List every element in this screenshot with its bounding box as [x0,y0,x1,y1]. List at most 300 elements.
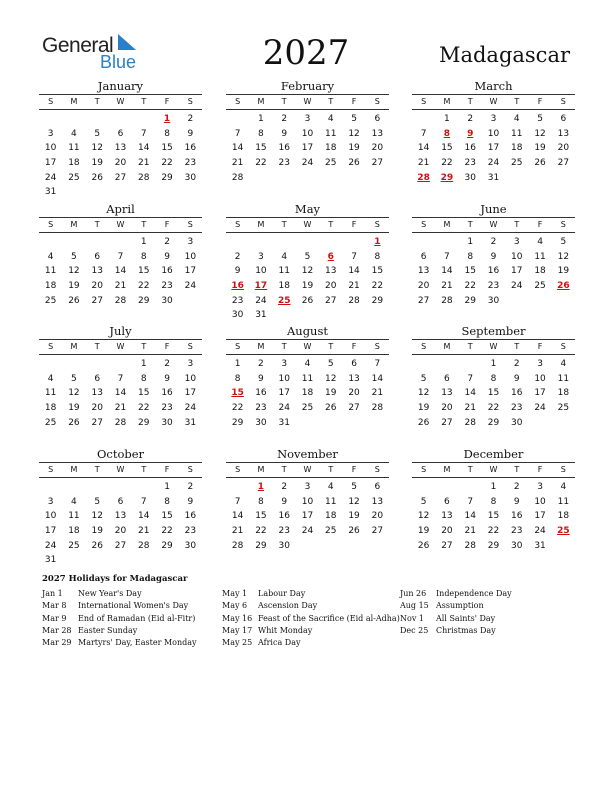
holiday-row [400,600,580,612]
day-cell: 8 [164,496,170,507]
day-cell: 21 [464,526,476,537]
holiday-day: 15 [231,388,244,399]
weekday-header [412,462,575,478]
day-cell: 26 [348,158,360,169]
day-cell: 10 [184,373,197,384]
day-cell: 24 [278,403,290,414]
weekday-label: S [421,342,427,351]
day-grid [39,112,202,200]
day-cell: 3 [537,359,543,369]
weekday-label: T [281,342,287,351]
day-cell: 3 [513,237,520,247]
day-cell: 6 [94,251,101,262]
day-cell: 26 [91,172,103,183]
day-cell: 30 [278,540,290,551]
day-cell: 29 [371,295,384,306]
holiday-day: 1 [257,482,265,492]
day-cell: 12 [417,388,430,399]
day-cell: 19 [325,388,337,399]
weekday-label: F [164,220,170,229]
day-cell: 9 [513,373,520,384]
month-name: November [277,447,338,461]
weekday-label: T [281,220,287,229]
empty-cell [273,235,296,250]
weekday-label: S [235,342,241,351]
weekday-label: T [94,342,100,351]
weekday-label: T [328,342,334,351]
day-cell: 2 [258,359,264,369]
day-cell: 22 [464,281,476,292]
day-cell: 31 [44,187,57,198]
holiday-day: 8 [443,128,451,139]
day-cell: 29 [487,417,500,428]
day-cell: 24 [44,172,57,183]
day-grid [412,357,575,430]
day-cell: 27 [348,403,360,414]
holiday-date: Mar 29 [42,638,72,648]
weekday-label: W [489,97,498,106]
day-cell: 29 [464,295,476,306]
weekday-label: W [116,220,125,229]
calendar-country: Madagascar [438,43,570,67]
day-cell: 8 [490,373,497,384]
holiday-name: Whit Monday [258,625,313,635]
day-cell: 2 [513,359,520,369]
day-cell: 12 [348,496,360,507]
weekday-header [226,339,389,355]
day-cell: 24 [534,403,546,414]
day-cell: 15 [255,511,267,522]
weekday-label: S [187,97,193,106]
weekday-header [39,217,202,233]
weekday-label: S [421,97,427,106]
holiday-name: Africa Day [258,638,301,648]
day-cell: 12 [534,128,546,139]
day-cell: 21 [231,158,244,169]
day-cell: 20 [371,511,384,522]
weekday-label: T [514,220,520,229]
day-cell: 13 [114,143,127,154]
day-cell: 12 [91,143,103,154]
day-cell: 17 [278,388,290,399]
day-cell: 12 [68,266,80,277]
day-cell: 1 [490,359,497,369]
day-cell: 2 [490,237,497,247]
day-cell: 4 [47,251,54,262]
empty-cell [459,480,482,495]
day-cell: 9 [258,373,264,384]
weekday-label: M [70,465,78,474]
day-cell: 12 [301,266,314,277]
day-cell: 3 [490,114,497,124]
day-cell: 21 [348,281,360,292]
empty-cell [249,235,272,250]
weekday-label: T [514,465,520,474]
day-cell: 19 [91,526,103,537]
day-cell: 26 [325,403,337,414]
weekday-label: S [560,342,566,351]
day-cell: 28 [464,417,476,428]
holiday-row [42,588,222,600]
weekday-label: F [537,220,543,229]
day-cell: 10 [301,496,314,507]
day-cell: 18 [278,281,290,292]
empty-cell [435,235,458,250]
day-cell: 5 [94,496,101,507]
holiday-day: 25 [277,295,291,306]
day-cell: 23 [511,526,523,537]
day-cell: 10 [511,251,523,262]
empty-cell [342,235,365,250]
weekday-label: F [537,342,543,351]
day-cell: 18 [44,403,57,414]
day-cell: 15 [161,143,173,154]
day-cell: 30 [184,540,197,551]
empty-cell [226,112,249,127]
holiday-row [42,637,222,649]
day-cell: 26 [301,295,314,306]
day-cell: 22 [441,158,453,169]
weekday-label: T [328,465,334,474]
weekday-label: S [374,97,380,106]
holiday-list [42,574,582,648]
day-cell: 2 [467,114,474,124]
holiday-column [42,588,222,649]
day-cell: 22 [138,403,150,414]
day-cell: 11 [325,128,337,139]
day-cell: 4 [281,251,288,262]
empty-cell [86,235,109,250]
day-cell: 2 [187,114,194,124]
month-february [226,79,389,185]
weekday-label: S [560,465,566,474]
day-cell: 12 [91,511,103,522]
day-cell: 18 [557,388,570,399]
day-cell: 18 [534,266,546,277]
holiday-row [222,637,402,649]
day-cell: 16 [278,511,290,522]
weekday-label: T [328,220,334,229]
holiday-date: Jun 26 [400,589,427,598]
weekday-label: T [94,220,100,229]
day-cell: 19 [348,511,360,522]
holiday-name: Martyrs' Day, Easter Monday [78,638,197,648]
holiday-date: Dec 25 [400,625,429,635]
day-cell: 10 [301,128,314,139]
day-cell: 30 [511,540,523,551]
weekday-label: T [514,97,520,106]
holiday-date: May 17 [222,625,253,635]
day-cell: 6 [351,359,357,369]
day-cell: 17 [534,388,546,399]
holiday-day: 29 [440,172,454,183]
day-cell: 25 [557,403,570,414]
empty-cell [39,112,62,127]
weekday-label: T [141,465,147,474]
holiday-name: Feast of the Sacrifice (Eid al-Adha) [258,613,400,623]
weekday-label: T [94,465,100,474]
day-cell: 21 [464,403,476,414]
day-cell: 7 [234,128,241,139]
day-cell: 16 [511,388,523,399]
day-cell: 31 [44,555,57,566]
day-cell: 8 [164,128,170,139]
month-name: May [294,202,321,216]
day-cell: 18 [557,511,570,522]
day-cell: 24 [534,526,546,537]
day-cell: 17 [184,266,197,277]
day-cell: 16 [255,388,267,399]
day-cell: 21 [138,526,150,537]
day-cell: 16 [184,143,197,154]
day-cell: 11 [325,496,337,507]
day-cell: 13 [441,388,453,399]
day-cell: 20 [371,143,384,154]
day-cell: 28 [114,417,127,428]
holiday-date: May 25 [222,638,253,648]
day-cell: 14 [371,373,384,384]
weekday-label: M [257,97,265,106]
empty-cell [86,357,109,372]
day-cell: 7 [420,128,427,139]
holiday-date: May 6 [222,601,248,611]
day-cell: 27 [371,526,384,537]
day-cell: 4 [327,114,334,124]
day-cell: 25 [68,540,80,551]
day-cell: 26 [417,540,430,551]
weekday-label: F [537,465,543,474]
month-name: February [280,79,335,93]
day-cell: 14 [464,388,476,399]
holiday-row [42,625,222,637]
month-name: September [461,324,526,338]
day-cell: 17 [487,143,500,154]
weekday-label: T [467,342,473,351]
month-name: June [480,202,507,216]
weekday-label: W [303,97,312,106]
day-cell: 14 [231,143,244,154]
holiday-date: Mar 28 [42,625,72,635]
weekday-label: S [48,97,54,106]
day-cell: 16 [464,143,476,154]
holiday-row [222,613,402,625]
day-cell: 28 [138,540,150,551]
holiday-name: Labour Day [258,589,306,598]
day-cell: 13 [91,388,103,399]
day-cell: 19 [534,143,546,154]
weekday-label: W [489,342,498,351]
day-cell: 28 [138,172,150,183]
day-cell: 3 [187,237,194,247]
holiday-row [400,625,580,637]
day-cell: 12 [68,388,80,399]
day-cell: 1 [140,359,147,369]
day-cell: 8 [140,373,147,384]
holiday-row [42,613,222,625]
day-cell: 30 [231,310,244,321]
holiday-date: Mar 9 [42,613,67,623]
holiday-column [400,588,580,637]
month-march [412,79,575,185]
day-cell: 5 [560,237,567,247]
day-cell: 12 [557,251,570,262]
holiday-name: Ascension Day [258,601,318,611]
day-cell: 28 [231,172,244,183]
day-cell: 5 [327,359,334,369]
day-cell: 16 [487,266,500,277]
day-cell: 13 [557,128,570,139]
empty-cell [319,235,342,250]
day-cell: 10 [44,511,57,522]
day-cell: 11 [534,251,546,262]
day-cell: 10 [534,496,546,507]
day-cell: 10 [44,143,57,154]
day-cell: 25 [325,158,337,169]
weekday-label: S [187,465,193,474]
weekday-header [226,217,389,233]
day-cell: 15 [138,388,150,399]
weekday-label: T [467,97,473,106]
holiday-day: 9 [467,128,474,139]
day-cell: 5 [420,373,427,384]
day-cell: 5 [94,128,101,139]
weekday-label: M [70,342,78,351]
holiday-name: All Saints' Day [436,613,496,623]
month-june [412,202,575,308]
day-cell: 3 [304,114,311,124]
day-cell: 15 [138,266,150,277]
holiday-name: End of Ramadan (Eid al-Fitr) [78,613,196,623]
day-cell: 6 [117,128,124,139]
day-cell: 6 [94,373,101,384]
day-cell: 27 [557,158,570,169]
day-cell: 27 [441,417,453,428]
holiday-date: May 16 [222,613,253,623]
day-cell: 22 [138,281,150,292]
weekday-label: F [537,97,543,106]
day-cell: 8 [234,373,241,384]
day-cell: 19 [68,403,80,414]
month-november [226,447,389,553]
day-cell: 11 [278,266,290,277]
day-cell: 12 [348,128,360,139]
day-cell: 17 [534,511,546,522]
day-grid [412,235,575,308]
day-cell: 29 [161,540,173,551]
day-grid [412,480,575,553]
empty-cell [459,357,482,372]
day-cell: 24 [487,158,500,169]
weekday-label: W [116,97,125,106]
month-name: October [96,447,145,461]
day-cell: 18 [325,143,337,154]
day-cell: 9 [281,128,288,139]
day-cell: 20 [348,388,360,399]
empty-cell [86,480,109,495]
day-cell: 9 [164,373,170,384]
day-cell: 6 [117,496,124,507]
holiday-day: 26 [557,281,570,292]
day-cell: 18 [301,388,314,399]
day-cell: 22 [231,403,244,414]
day-cell: 25 [44,295,57,306]
weekday-label: S [421,220,427,229]
weekday-label: T [141,97,147,106]
day-cell: 10 [278,373,290,384]
holiday-row [222,600,402,612]
weekday-header [412,94,575,110]
day-cell: 2 [513,482,520,492]
day-cell: 13 [325,266,337,277]
weekday-label: M [257,342,265,351]
month-name: August [286,324,328,338]
day-cell: 28 [441,295,453,306]
day-cell: 26 [68,295,80,306]
calendar-year: 2027 [262,33,350,73]
day-cell: 10 [487,128,500,139]
day-cell: 31 [278,417,290,428]
day-grid [226,112,389,185]
day-cell: 11 [557,496,570,507]
day-cell: 25 [301,403,314,414]
holiday-column [222,588,402,649]
day-cell: 28 [464,540,476,551]
day-cell: 23 [255,403,267,414]
holiday-row [222,588,402,600]
day-cell: 11 [68,511,80,522]
day-cell: 13 [417,266,430,277]
day-cell: 14 [138,143,150,154]
weekday-label: T [328,97,334,106]
day-cell: 12 [325,373,337,384]
day-cell: 27 [325,295,337,306]
day-cell: 8 [258,128,264,139]
weekday-label: W [489,220,498,229]
day-cell: 14 [464,511,476,522]
page-header [0,0,612,78]
day-cell: 9 [490,251,497,262]
holiday-date: Aug 15 [400,601,429,611]
weekday-label: W [116,342,125,351]
day-grid [39,480,202,568]
weekday-label: S [235,97,241,106]
day-cell: 28 [231,540,244,551]
empty-cell [226,480,249,495]
day-cell: 7 [374,359,381,369]
day-cell: 30 [161,417,173,428]
day-cell: 21 [417,158,430,169]
day-cell: 8 [140,251,147,262]
day-cell: 14 [114,388,127,399]
day-cell: 1 [140,237,147,247]
day-cell: 20 [91,281,103,292]
day-cell: 19 [301,281,314,292]
day-cell: 23 [487,281,500,292]
day-cell: 5 [71,251,77,262]
weekday-header [412,339,575,355]
day-grid [39,357,202,430]
day-cell: 9 [234,266,241,277]
day-cell: 13 [91,266,103,277]
day-cell: 20 [114,158,127,169]
holiday-name: New Year's Day [78,589,142,598]
day-cell: 1 [234,359,241,369]
day-cell: 23 [511,403,523,414]
day-cell: 29 [138,295,150,306]
empty-cell [62,112,85,127]
day-cell: 6 [420,251,427,262]
day-cell: 27 [91,417,103,428]
